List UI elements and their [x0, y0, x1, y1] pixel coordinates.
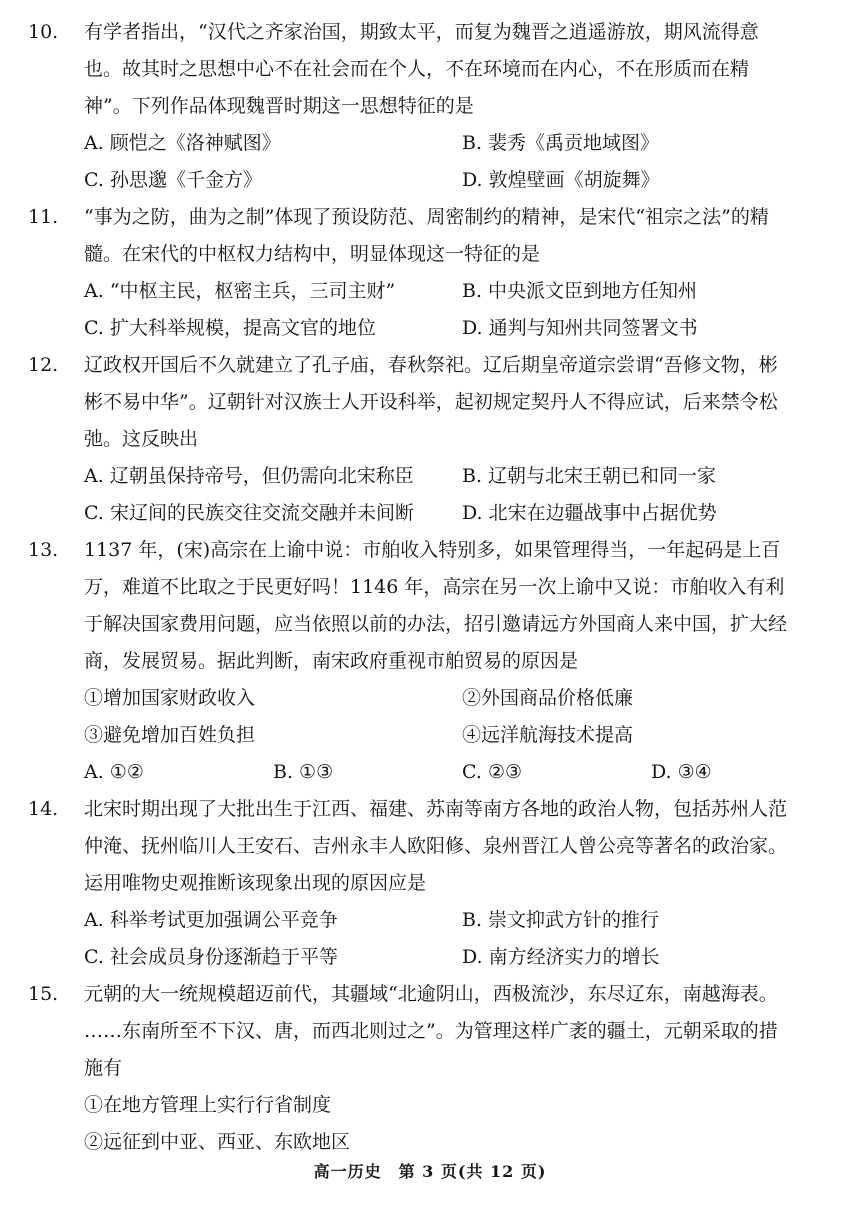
question-15: [28, 976, 840, 1161]
question-stem-line: 商，发展贸易。据此判断，南宋政府重视市舶贸易的原因是: [84, 650, 579, 672]
question-number: 12.: [28, 354, 59, 376]
option-row: [28, 939, 840, 976]
statement-1: ①增加国家财政收入: [84, 687, 256, 709]
question-stem-line: 弛。这反映出: [84, 428, 199, 450]
question-stem-line: 也。故其时之思想中心不在社会而在个人，不在环境而在内心，不在形质而在精: [84, 58, 750, 80]
option-b: B. 崇文抑武方针的推行: [462, 909, 660, 931]
question-stem-line: 于解决国家费用问题，应当依照以前的办法，招引邀请远方外国商人来中国，扩大经: [84, 613, 788, 635]
statement-4: ④远洋航海技术提高: [462, 724, 634, 746]
option-d: D. 通判与知州共同签署文书: [462, 317, 698, 339]
question-stem-line: 仲淹、抚州临川人王安石、吉州永丰人欧阳修、泉州晋江人曾公亮等著名的政治家。: [84, 835, 788, 857]
question-13: [28, 532, 840, 791]
question-stem-line: 神”。下列作品体现魏晋时期这一思想特征的是: [84, 95, 474, 117]
choice-b: B. ①③: [273, 761, 334, 783]
exam-page: [28, 14, 840, 1161]
question-stem-line: 有学者指出，“汉代之齐家治国，期致太平，而复为魏晋之逍遥游放，期风流得意: [84, 21, 759, 43]
option-a: A. 科举考试更加强调公平竞争: [84, 909, 338, 931]
question-stem-line: 万，难道不比取之于民更好吗！1146 年，高宗在另一次上谕中又说：市舶收入有利: [84, 576, 785, 598]
page-footer: 高一历史 第 3 页(共 12 页): [313, 1162, 547, 1181]
question-stem-line: 辽政权开国后不久就建立了孔子庙，春秋祭祀。辽后期皇帝道宗尝谓“吾修文物，彬: [84, 354, 778, 376]
question-number: 11.: [28, 206, 59, 228]
option-c: C. 扩大科举规模，提高文官的地位: [84, 317, 376, 339]
question-stem-line: 元朝的大一统规模超迈前代，其疆域“北逾阴山，西极流沙，东尽辽东，南越海表。: [84, 983, 778, 1005]
option-row: [28, 273, 840, 310]
option-row: [28, 310, 840, 347]
statement-1: ①在地方管理上实行行省制度: [84, 1094, 332, 1116]
question-stem-line: 运用唯物史观推断该现象出现的原因应是: [84, 872, 427, 894]
option-row: [28, 495, 840, 532]
option-d: D. 敦煌壁画《胡旋舞》: [462, 169, 660, 191]
option-d: D. 北宋在边疆战事中占据优势: [462, 502, 717, 524]
option-b: B. 中央派文臣到地方任知州: [462, 280, 698, 302]
statement-row: [28, 717, 840, 754]
option-d: D. 南方经济实力的增长: [462, 946, 660, 968]
choice-row: [28, 754, 840, 791]
question-stem-line: 彬不易中华”。辽朝针对汉族士人开设科举，起初规定契丹人不得应试，后来禁令松: [84, 391, 778, 413]
option-c: C. 社会成员身份逐渐趋于平等: [84, 946, 338, 968]
option-row: [28, 125, 840, 162]
question-12: [28, 347, 840, 532]
question-14: [28, 791, 840, 976]
option-row: [28, 458, 840, 495]
option-b: B. 裴秀《禹贡地域图》: [462, 132, 660, 154]
option-row: [28, 902, 840, 939]
statement-3: ③避免增加百姓负担: [84, 724, 256, 746]
question-number: 14.: [28, 798, 59, 820]
option-a: A. “中枢主民，枢密主兵，三司主财”: [84, 280, 396, 302]
statement-2: ②外国商品价格低廉: [462, 687, 634, 709]
option-row: [28, 162, 840, 199]
option-a: A. 顾恺之《洛神赋图》: [84, 132, 281, 154]
question-number: 13.: [28, 539, 59, 561]
question-number: 10.: [28, 21, 59, 43]
option-c: C. 宋辽间的民族交往交流交融并未间断: [84, 502, 414, 524]
question-stem-line: ……东南所至不下汉、唐，而西北则过之”。为管理这样广袤的疆土，元朝采取的措: [84, 1020, 778, 1042]
question-stem-line: “事为之防，曲为之制”体现了预设防范、周密制约的精神，是宋代“祖宗之法”的精: [84, 206, 769, 228]
question-stem-line: 髓。在宋代的中枢权力结构中，明显体现这一特征的是: [84, 243, 541, 265]
choice-d: D. ③④: [651, 761, 712, 783]
choice-a: A. ①②: [84, 761, 144, 783]
question-stem-line: 北宋时期出现了大批出生于江西、福建、苏南等南方各地的政治人物，包括苏州人范: [84, 798, 788, 820]
choice-c: C. ②③: [462, 761, 523, 783]
option-a: A. 辽朝虽保持帝号，但仍需向北宋称臣: [84, 465, 414, 487]
question-10: [28, 14, 840, 199]
question-11: [28, 199, 840, 347]
question-number: 15.: [28, 983, 59, 1005]
statement-row: [28, 680, 840, 717]
statement-2: ②远征到中亚、西亚、东欧地区: [84, 1131, 351, 1153]
question-stem-line: 施有: [84, 1057, 123, 1079]
option-c: C. 孙思邈《千金方》: [84, 169, 262, 191]
question-stem-line: 1137 年，(宋)高宗在上谕中说：市舶收入特别多，如果管理得当，一年起码是上百: [84, 539, 781, 561]
option-b: B. 辽朝与北宋王朝已和同一家: [462, 465, 717, 487]
